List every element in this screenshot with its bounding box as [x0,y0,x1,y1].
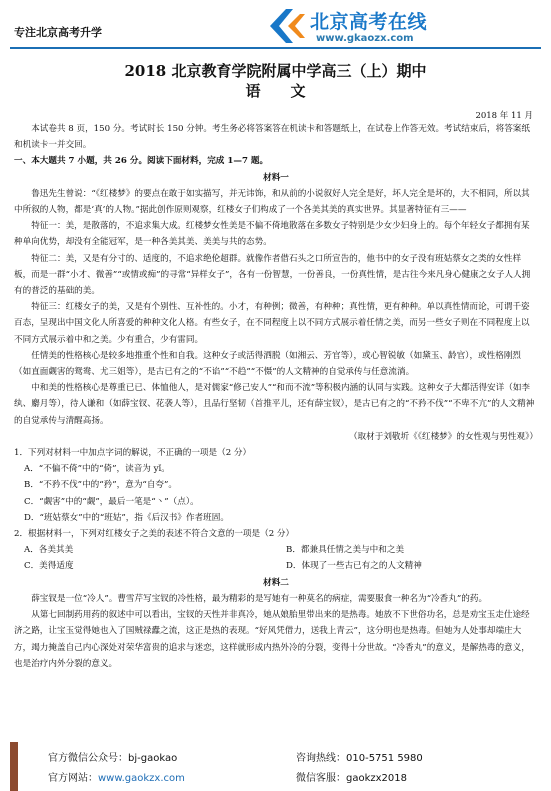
material-1-paragraph: 特征二：美，又是有分寸的、适度的，不追求绝伦超群。就像作者借石头之口所宣告的，他书中的女子没有班姑蔡女之类的女性样板，而是一群“小才、微善”“或情或痴”的寻常“异样女子”，各有一份智慧，一份善良，一份真性情，是古往今来凡身心健康之女子人人拥有的普泛的基础的美。 [14,253,531,297]
section-heading: 一、本大题共 7 小题，共 26 分。阅读下面材料，完成 1—7 题。 [14,156,269,167]
material-2-title: 材料二 [263,577,289,588]
question-1-option-d: D．“班姑蔡女”中的“班姑”，指《后汉书》作者班固。 [24,512,229,523]
exam-content [14,121,538,672]
footer-wechat-value: bj-gaokao [128,753,178,764]
footer-wechat-label: 官方微信公众号： [48,753,128,764]
footer-wx-label: 微信客服： [296,773,346,784]
question-2-options-row [14,558,538,574]
question-1: 1．下列对材料一中加点字词的解说，不正确的一项是（2 分） [14,448,252,459]
material-1-paragraph: 任情美的性格核心是较多地推重个性和自我。这种女子或活得洒脱（如湘云、芳官等），或心智锐敏（如黛玉、龄官），或性格刚烈（如直面觑害的鸳鸯、尤三姐等），是古已有之的“不谄”“不趋”“不慑”的人文精神的自觉承传与任意流淌。 [14,350,522,378]
exam-instructions: 本试卷共 8 页，150 分。考试时长 150 分钟。考生务必将答案答在机读卡和答题纸上，在试卷上作答无效。考试结束后，将答案纸和机读卡一并交回。 [14,124,530,151]
exam-title: 2018 北京教育学院附属中学高三（上）期中 [124,62,427,80]
question-1-option-b: B．“不矜不伐”中的“矜”，意为“自夸”。 [24,480,177,491]
material-2-paragraph: 从第七回制药用药的叙述中可以看出，宝钗的天性并非真冷，她从娘胎里带出来的是热毒。她放不下世俗功名，总是劝宝玉走仕途经济之路，让宝玉觉得她也入了国贼禄蠹之流，这正是热的表现。“好风凭借力，送我上青云”，这分明也是热毒。但她为人处事却端庄大方，竭力掩盖自己内心深处对荣华富贵的追求与迷恋，这样就形成内热外冷的分裂，变得十分世故。“冷香丸”的意义，是解热毒的意义，也是治疗内外分裂的意义。 [14,610,530,669]
footer-accent-bar [10,742,18,791]
page-footer [0,742,551,791]
footer-hotline-label: 咨询热线： [296,753,346,764]
material-1-source: （取材于刘敬圻《《红楼梦》的女性观与男性观》） [348,431,538,442]
question-2-option-b: B．都兼具任情之美与中和之美 [286,545,405,556]
logo-mark-icon [262,6,306,46]
question-2-options-row [14,542,538,558]
question-1-option-c: C．“觑害”中的“觑”，最后一笔是“丶”（点）。 [24,496,199,507]
question-2: 2．根据材料一，下列对红楼女子之美的表述不符合文意的一项是（2 分） [14,529,295,540]
material-1-title: 材料一 [263,172,289,183]
footer-site-link[interactable]: www.gaokzx.com [98,773,185,784]
header-slogan: 专注北京高考升学 [14,26,102,39]
footer-hotline-value: 010-5751 5980 [346,753,423,764]
question-1-option-a: A．“不偏不倚”中的“倚”，读音为 yǐ。 [24,464,170,475]
site-logo[interactable] [262,4,452,48]
question-2-option-d: D．体现了一些古已有之的人文精神 [286,561,422,572]
footer-wx-service [296,769,407,784]
question-2-option-c: C．美得适度 [24,561,74,572]
footer-wx-value: gaokzx2018 [346,773,408,784]
material-1-paragraph: 鲁迅先生曾说：“《红楼梦》的要点在敢于如实描写，并无讳饰，和从前的小说叙好人完全是好，坏人完全是坏的，大不相同，所以其中所叙的人物，都是‘真’的人物。”据此创作原则观察，红楼女子们构成了一个各美其美的真实世界。其显著特征有三—— [14,188,530,216]
exam-subject: 语文 [245,82,336,100]
footer-site [48,769,185,784]
material-1-paragraph: 特征三：红楼女子的美，又是有个别性、互补性的。小才，有种例；微善，有种种；真性情，更有种种。单以真性情而论，可谓千姿百态，呈现出中国文化人所喜爱的种种文化人格。有些女子，在不同程度上以不同方式展示着任情之美，而另一些女子则在不同程度上以不同方式展示着中和之美。少有重合，少有雷同。 [14,302,530,345]
footer-hotline [296,749,423,764]
material-1-paragraph: 特征一：美，是散落的，不追求集大成。红楼梦女性美是不偏不倚地散落在多数女子特别是少女少妇身上的。每个年轻女子都拥有某种单向优势，却没有全能冠军，是一种各美其美、美美与共的态势。 [14,221,530,248]
material-1-paragraph: 中和美的性格核心是尊重已已、体恤他人，是对儒家“修己安人”“和而不流”等积极内涵的认同与实践。这种女子大都活得安详（如李纨、麝月等），待人谦和（如薛宝钗、花袭人等），且品行坚韧（首推平儿，还有薛宝钗），是古已有之的“不矜不伐”“不卑不亢”的人文精神的自觉承传与清醒高扬。 [14,383,535,426]
logo-title: 北京高考在线 [310,11,428,33]
header-divider [10,47,541,49]
footer-site-label: 官方网站： [48,773,98,784]
material-2-paragraph: 薛宝钗是一位“冷人”。曹雪芹写宝钗的冷性格，最为精彩的是写她有一种莫名的病症，需要服食一种名为“冷香丸”的药。 [31,593,488,604]
footer-wechat [48,749,177,764]
question-2-option-a: A．各美其美 [24,545,74,556]
logo-url: www.gkaozx.com [316,33,414,44]
exam-date: 2018 年 11 月 [475,111,533,121]
